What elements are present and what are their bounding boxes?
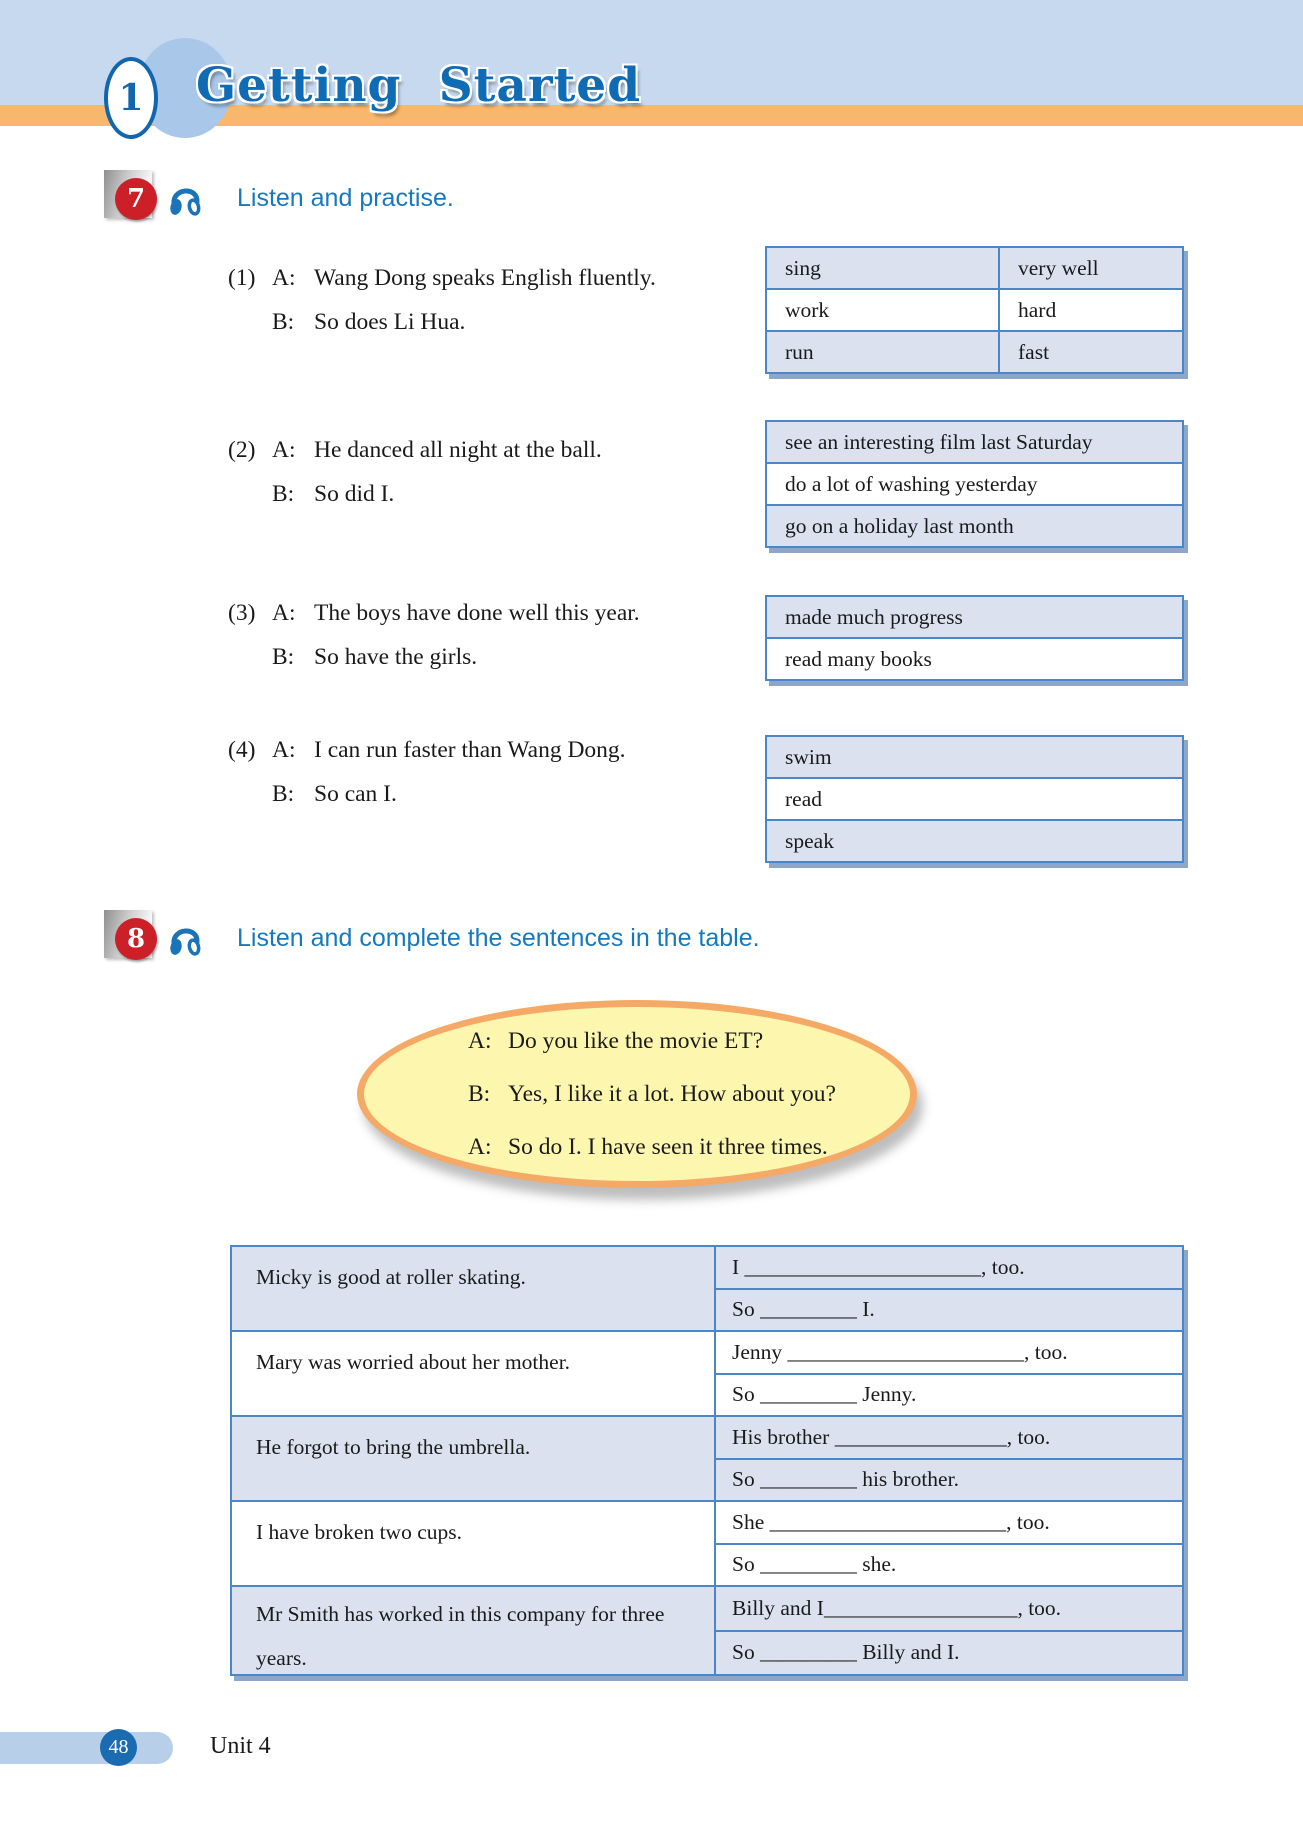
table-row	[767, 248, 1182, 288]
answer-blank: I ______________________, too.	[716, 1247, 1182, 1290]
table-cell: speak	[785, 828, 834, 853]
sentence-cell: Micky is good at roller skating.	[232, 1247, 716, 1330]
word-table-2	[765, 420, 1184, 548]
speaker: B:	[468, 1080, 491, 1107]
table-row	[767, 330, 1182, 372]
dialogue-line-b	[272, 479, 394, 509]
example-dialogue-bubble	[357, 1000, 917, 1188]
table-cell: read many books	[785, 646, 932, 671]
table-cell: do a lot of washing yesterday	[785, 471, 1038, 496]
item-number: (1)	[228, 265, 256, 291]
table-cell: see an interesting film last Saturday	[785, 429, 1093, 454]
exercise7-number-badge	[115, 178, 157, 220]
table-cell: read	[785, 786, 822, 811]
page-number: 48	[108, 1736, 129, 1758]
unit-number: 1	[118, 77, 144, 119]
exercise8-number: 8	[126, 924, 146, 954]
answer-cells	[716, 1587, 1182, 1674]
table-row	[767, 819, 1182, 861]
item-number: (2)	[228, 437, 256, 463]
answer-blank: So _________ Billy and I.	[732, 1640, 960, 1665]
answer-cells	[716, 1247, 1182, 1330]
line-a-text: I can run faster than Wang Dong.	[314, 737, 626, 763]
footer-pill	[0, 1732, 173, 1764]
answer-blank: So _________ she.	[732, 1552, 897, 1577]
exercise8-title: Listen and complete the sentences in the table.	[237, 924, 760, 952]
sentence-cell: I have broken two cups.	[232, 1502, 716, 1585]
line-b-text: So can I.	[314, 781, 397, 807]
table-row	[767, 597, 1182, 637]
table-row	[767, 637, 1182, 679]
speaker-b: B:	[272, 644, 295, 670]
bubble-text: Do you like the movie ET?	[508, 1027, 764, 1054]
answer-blank: So _________ I.	[732, 1297, 875, 1322]
speaker-b: B:	[272, 309, 295, 335]
table-cell: run	[767, 332, 1000, 372]
line-a-text: He danced all night at the ball.	[314, 437, 602, 463]
dialogue-line-a	[228, 735, 626, 765]
speaker-a: A:	[272, 265, 296, 291]
table-cell: sing	[767, 248, 1000, 288]
answer-blank: Jenny ______________________, too.	[716, 1332, 1182, 1375]
table-cell: go on a holiday last month	[785, 513, 1014, 538]
answer-blank: She ______________________, too.	[716, 1502, 1182, 1545]
bubble-text: Yes, I like it a lot. How about you?	[508, 1080, 836, 1107]
sentence-cell: Mary was worried about her mother.	[232, 1332, 716, 1415]
table-row	[767, 737, 1182, 777]
line-a-text: Wang Dong speaks English fluently.	[314, 265, 656, 291]
sentence-cell: He forgot to bring the umbrella.	[232, 1417, 716, 1500]
speaker-b: B:	[272, 481, 295, 507]
table-cell: very well	[1018, 255, 1099, 280]
headphones-icon	[168, 918, 202, 963]
word-table-1	[765, 246, 1184, 374]
bubble-text: So do I. I have seen it three times.	[508, 1133, 828, 1160]
line-a-text: The boys have done well this year.	[314, 600, 640, 626]
answer-cells	[716, 1417, 1182, 1500]
page-title: Getting Started	[196, 58, 642, 113]
dialogue-line-b	[272, 779, 397, 809]
dialogue-line-b	[272, 307, 465, 337]
item-number: (4)	[228, 737, 256, 763]
line-b-text: So does Li Hua.	[314, 309, 466, 335]
speaker-b: B:	[272, 781, 295, 807]
headphones-icon	[168, 178, 202, 223]
sentence-cell: Mr Smith has worked in this company for three years.	[232, 1587, 716, 1674]
bubble-line	[364, 1068, 910, 1121]
sentence-completion-table	[230, 1245, 1184, 1676]
page-number-badge	[100, 1729, 137, 1766]
table-row	[767, 777, 1182, 819]
word-table-4	[765, 735, 1184, 863]
table-row	[767, 462, 1182, 504]
speaker-a: A:	[272, 600, 296, 626]
speaker: A:	[468, 1133, 492, 1160]
line-b-text: So have the girls.	[314, 644, 478, 670]
answer-blank: His brother ________________, too.	[716, 1417, 1182, 1460]
table-row	[767, 288, 1182, 330]
unit-label: Unit 4	[210, 1733, 271, 1759]
dialogue-line-a	[228, 263, 656, 293]
table-cell: made much progress	[785, 604, 963, 629]
dialogue-line-a	[228, 598, 640, 628]
item-number: (3)	[228, 600, 256, 626]
answer-cells	[716, 1332, 1182, 1415]
table-row	[232, 1330, 1182, 1415]
table-cell: work	[767, 290, 1000, 330]
answer-blank: So _________ his brother.	[732, 1467, 959, 1492]
speaker-a: A:	[272, 737, 296, 763]
unit-number-badge	[104, 57, 158, 139]
table-cell: swim	[785, 744, 832, 769]
table-row	[232, 1247, 1182, 1330]
table-cell: hard	[1018, 297, 1057, 322]
bubble-line	[364, 1121, 910, 1174]
exercise7-title: Listen and practise.	[237, 184, 454, 212]
dialogue-line-b	[272, 642, 477, 672]
table-row	[767, 504, 1182, 546]
dialogue-line-a	[228, 435, 602, 465]
answer-blank: So _________ Jenny.	[732, 1382, 917, 1407]
word-table-3	[765, 595, 1184, 681]
table-row	[767, 422, 1182, 462]
table-row	[232, 1415, 1182, 1500]
speaker: A:	[468, 1027, 492, 1054]
answer-blank: Billy and I__________________, too.	[716, 1587, 1182, 1632]
answer-cells	[716, 1502, 1182, 1585]
table-cell: fast	[1018, 339, 1050, 364]
exercise7-number: 7	[126, 184, 146, 214]
bubble-line	[364, 1015, 910, 1068]
line-b-text: So did I.	[314, 481, 395, 507]
speaker-a: A:	[272, 437, 296, 463]
table-row	[232, 1585, 1182, 1674]
exercise8-number-badge	[115, 918, 157, 960]
table-row	[232, 1500, 1182, 1585]
